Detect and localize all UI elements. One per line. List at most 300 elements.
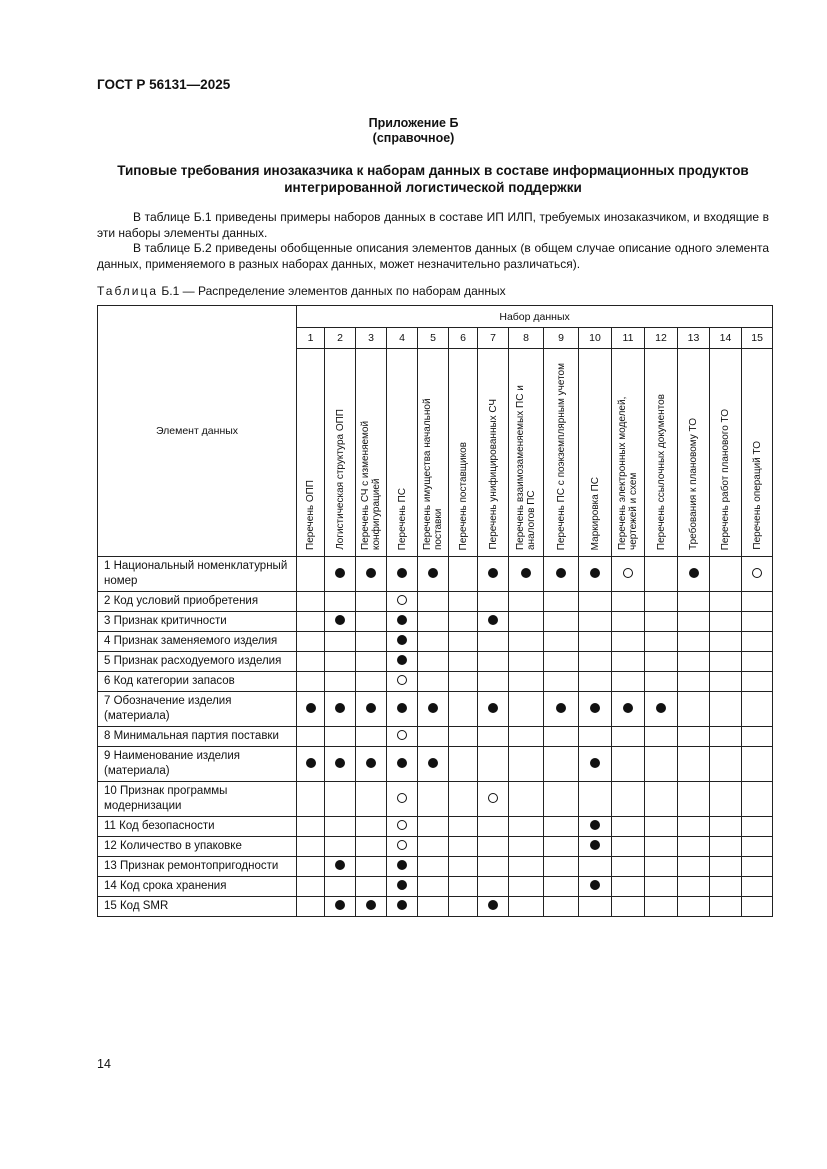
mark-cell (325, 557, 356, 592)
set-name-2: Логистическая структура ОПП (334, 409, 346, 550)
mark-cell (645, 897, 678, 917)
filled-circle-icon (428, 703, 438, 713)
filled-circle-icon (590, 880, 600, 890)
mark-cell (544, 672, 579, 692)
mark-cell (710, 897, 742, 917)
empty-circle-icon (397, 840, 407, 850)
mark-cell (509, 692, 544, 727)
element-name: 14 Код срока хранения (98, 877, 297, 897)
element-name: 8 Минимальная партия поставки (98, 727, 297, 747)
mark-cell (478, 652, 509, 672)
mark-cell (645, 612, 678, 632)
mark-cell (478, 592, 509, 612)
mark-cell (356, 672, 387, 692)
mark-cell (678, 632, 710, 652)
table-row (98, 747, 773, 782)
element-name: 10 Признак программы модернизации (98, 782, 297, 817)
mark-cell (579, 747, 612, 782)
mark-cell (544, 857, 579, 877)
mark-cell (710, 592, 742, 612)
mark-cell (356, 592, 387, 612)
mark-cell (612, 782, 645, 817)
set-number-11: 11 (612, 328, 645, 349)
mark-cell (710, 612, 742, 632)
mark-cell (418, 592, 449, 612)
set-name-12: Перечень ссылочных документов (655, 393, 667, 550)
table-row (98, 857, 773, 877)
mark-cell (478, 557, 509, 592)
mark-cell (579, 837, 612, 857)
set-name-cell-4 (387, 349, 418, 557)
filled-circle-icon (335, 860, 345, 870)
mark-cell (297, 592, 325, 612)
set-name-cell-1 (297, 349, 325, 557)
mark-cell (387, 632, 418, 652)
set-number-9: 9 (544, 328, 579, 349)
annex-heading (0, 116, 827, 146)
mark-cell (742, 557, 773, 592)
mark-cell (449, 782, 478, 817)
table-row (98, 592, 773, 612)
set-number-14: 14 (710, 328, 742, 349)
set-name-wrap (478, 356, 508, 556)
mark-cell (544, 837, 579, 857)
mark-cell (387, 897, 418, 917)
set-name-cell-6 (449, 349, 478, 557)
set-number-10: 10 (579, 328, 612, 349)
filled-circle-icon (397, 900, 407, 910)
filled-circle-icon (306, 703, 316, 713)
mark-cell (325, 837, 356, 857)
mark-cell (297, 692, 325, 727)
mark-cell (710, 557, 742, 592)
annex-kind: (справочное) (372, 131, 455, 145)
empty-circle-icon (397, 730, 407, 740)
mark-cell (710, 782, 742, 817)
filled-circle-icon (556, 568, 566, 578)
mark-cell (678, 837, 710, 857)
mark-cell (325, 692, 356, 727)
set-number-7: 7 (478, 328, 509, 349)
mark-cell (297, 817, 325, 837)
mark-cell (418, 727, 449, 747)
set-name-cell-2 (325, 349, 356, 557)
set-number-3: 3 (356, 328, 387, 349)
mark-cell (645, 672, 678, 692)
mark-cell (509, 817, 544, 837)
mark-cell (356, 857, 387, 877)
mark-cell (742, 632, 773, 652)
set-name-9: Перечень ПС с поэкземплярным учетом (555, 362, 567, 550)
mark-cell (297, 897, 325, 917)
mark-cell (678, 897, 710, 917)
filled-circle-icon (428, 758, 438, 768)
mark-cell (356, 897, 387, 917)
table-caption (97, 284, 506, 298)
document-title-line-2: интегрированной логистической поддержки (284, 180, 582, 195)
mark-cell (612, 592, 645, 612)
table-caption-text: Б.1 — Распределение элементов данных по наборам данных (161, 284, 506, 298)
mark-cell (612, 672, 645, 692)
mark-cell (742, 727, 773, 747)
set-name-1: Перечень ОПП (305, 480, 316, 550)
table-row (98, 692, 773, 727)
mark-cell (325, 727, 356, 747)
filled-circle-icon (623, 703, 633, 713)
mark-cell (356, 692, 387, 727)
set-name-wrap (356, 356, 386, 556)
mark-cell (742, 612, 773, 632)
set-name-cell-15 (742, 349, 773, 557)
mark-cell (449, 612, 478, 632)
mark-cell (449, 897, 478, 917)
mark-cell (579, 557, 612, 592)
mark-cell (544, 897, 579, 917)
set-name-cell-5 (418, 349, 449, 557)
table-row (98, 727, 773, 747)
filled-circle-icon (488, 900, 498, 910)
mark-cell (710, 857, 742, 877)
mark-cell (325, 782, 356, 817)
mark-cell (678, 557, 710, 592)
mark-cell (678, 817, 710, 837)
empty-circle-icon (752, 568, 762, 578)
mark-cell (645, 652, 678, 672)
set-name-wrap (449, 356, 477, 556)
mark-cell (297, 837, 325, 857)
set-number-4: 4 (387, 328, 418, 349)
filled-circle-icon (488, 615, 498, 625)
mark-cell (710, 672, 742, 692)
set-number-15: 15 (742, 328, 773, 349)
mark-cell (579, 692, 612, 727)
annex-title: Приложение Б (368, 116, 459, 130)
mark-cell (387, 747, 418, 782)
mark-cell (418, 632, 449, 652)
element-column-header: Элемент данных (98, 306, 297, 557)
table-row (98, 837, 773, 857)
table-row (98, 632, 773, 652)
document-title-line-1: Типовые требования инозаказчика к наборам данных в составе информационных продуктов (117, 163, 749, 178)
mark-cell (297, 857, 325, 877)
filled-circle-icon (306, 758, 316, 768)
element-name: 9 Наименование изделия (материала) (98, 747, 297, 782)
mark-cell (509, 652, 544, 672)
mark-cell (742, 782, 773, 817)
mark-cell (509, 612, 544, 632)
mark-cell (449, 672, 478, 692)
table-row (98, 817, 773, 837)
filled-circle-icon (366, 900, 376, 910)
filled-circle-icon (656, 703, 666, 713)
mark-cell (478, 857, 509, 877)
mark-cell (612, 897, 645, 917)
mark-cell (678, 857, 710, 877)
mark-cell (387, 837, 418, 857)
set-name-wrap (325, 356, 355, 556)
filled-circle-icon (556, 703, 566, 713)
filled-circle-icon (397, 880, 407, 890)
filled-circle-icon (335, 758, 345, 768)
mark-cell (297, 747, 325, 782)
filled-circle-icon (397, 568, 407, 578)
mark-cell (645, 557, 678, 592)
set-name-wrap (710, 356, 741, 556)
element-name: 7 Обозначение изделия (материала) (98, 692, 297, 727)
mark-cell (387, 782, 418, 817)
intro-paragraph-2: В таблице Б.2 приведены обобщенные описания элементов данных (в общем случае описание одного элемента данных, применяемого в разных наборах данных, может незначительно различаться). (97, 241, 769, 271)
mark-cell (356, 557, 387, 592)
empty-circle-icon (397, 793, 407, 803)
mark-cell (612, 632, 645, 652)
page-number: 14 (97, 1057, 111, 1071)
empty-circle-icon (397, 595, 407, 605)
filled-circle-icon (397, 860, 407, 870)
set-name-cell-13 (678, 349, 710, 557)
mark-cell (612, 877, 645, 897)
mark-cell (449, 557, 478, 592)
mark-cell (387, 727, 418, 747)
mark-cell (418, 747, 449, 782)
mark-cell (710, 727, 742, 747)
mark-cell (509, 857, 544, 877)
table-row (98, 782, 773, 817)
mark-cell (678, 672, 710, 692)
filled-circle-icon (397, 615, 407, 625)
element-name: 2 Код условий приобретения (98, 592, 297, 612)
mark-cell (418, 857, 449, 877)
mark-cell (418, 897, 449, 917)
mark-cell (297, 672, 325, 692)
mark-cell (356, 632, 387, 652)
set-name-cell-8 (509, 349, 544, 557)
filled-circle-icon (397, 635, 407, 645)
set-name-7: Перечень унифицированных СЧ (487, 399, 499, 550)
mark-cell (325, 747, 356, 782)
mark-cell (418, 817, 449, 837)
element-name: 13 Признак ремонтопригодности (98, 857, 297, 877)
mark-cell (742, 857, 773, 877)
mark-cell (356, 837, 387, 857)
mark-cell (478, 782, 509, 817)
mark-cell (356, 877, 387, 897)
element-name: 1 Национальный номенклатурный номер (98, 557, 297, 592)
mark-cell (478, 727, 509, 747)
mark-cell (612, 692, 645, 727)
mark-cell (742, 652, 773, 672)
filled-circle-icon (488, 703, 498, 713)
mark-cell (710, 837, 742, 857)
mark-cell (544, 612, 579, 632)
mark-cell (297, 877, 325, 897)
mark-cell (478, 692, 509, 727)
mark-cell (449, 857, 478, 877)
standard-code: ГОСТ Р 56131—2025 (97, 77, 231, 92)
mark-cell (678, 877, 710, 897)
mark-cell (478, 837, 509, 857)
mark-cell (509, 727, 544, 747)
mark-cell (544, 817, 579, 837)
mark-cell (645, 692, 678, 727)
set-number-12: 12 (645, 328, 678, 349)
table-row (98, 557, 773, 592)
mark-cell (325, 897, 356, 917)
mark-cell (678, 747, 710, 782)
mark-cell (418, 837, 449, 857)
mark-cell (356, 612, 387, 632)
mark-cell (387, 877, 418, 897)
mark-cell (742, 837, 773, 857)
set-name-wrap (297, 356, 324, 556)
mark-cell (742, 877, 773, 897)
document-title (97, 162, 769, 196)
mark-cell (297, 727, 325, 747)
set-name-6: Перечень поставщиков (457, 441, 469, 550)
set-number-5: 5 (418, 328, 449, 349)
mark-cell (742, 897, 773, 917)
element-name: 4 Признак заменяемого изделия (98, 632, 297, 652)
filled-circle-icon (335, 615, 345, 625)
table-caption-label: Таблица (97, 284, 159, 298)
empty-circle-icon (397, 675, 407, 685)
filled-circle-icon (590, 840, 600, 850)
set-name-wrap (645, 356, 677, 556)
filled-circle-icon (397, 703, 407, 713)
set-name-8: Перечень взаимозаменяемых ПС и аналогов ПС (515, 385, 537, 550)
filled-circle-icon (590, 820, 600, 830)
mark-cell (325, 612, 356, 632)
element-name: 15 Код SMR (98, 897, 297, 917)
mark-cell (544, 632, 579, 652)
set-name-wrap (612, 356, 644, 556)
set-name-10: Маркировка ПС (589, 476, 601, 550)
set-name-11: Перечень электронных моделей, чертежей и схем (617, 396, 639, 550)
mark-cell (509, 632, 544, 652)
mark-cell (645, 727, 678, 747)
element-name: 5 Признак расходуемого изделия (98, 652, 297, 672)
mark-cell (645, 857, 678, 877)
element-name: 12 Количество в упаковке (98, 837, 297, 857)
mark-cell (710, 747, 742, 782)
filled-circle-icon (335, 703, 345, 713)
mark-cell (509, 877, 544, 897)
mark-cell (612, 612, 645, 632)
mark-cell (612, 727, 645, 747)
table-row (98, 897, 773, 917)
mark-cell (418, 877, 449, 897)
mark-cell (297, 557, 325, 592)
table-row (98, 672, 773, 692)
mark-cell (509, 897, 544, 917)
empty-circle-icon (623, 568, 633, 578)
element-name: 3 Признак критичности (98, 612, 297, 632)
set-number-6: 6 (449, 328, 478, 349)
mark-cell (325, 652, 356, 672)
element-name: 6 Код категории запасов (98, 672, 297, 692)
mark-cell (742, 747, 773, 782)
mark-cell (544, 727, 579, 747)
set-name-wrap (579, 356, 611, 556)
mark-cell (579, 727, 612, 747)
filled-circle-icon (689, 568, 699, 578)
set-number-13: 13 (678, 328, 710, 349)
set-name-4: Перечень ПС (396, 487, 408, 550)
mark-cell (478, 632, 509, 652)
intro-paragraph-1: В таблице Б.1 приведены примеры наборов данных в составе ИП ИЛП, требуемых инозаказчиком, и входящие в эти наборы элементы данных. (97, 210, 769, 240)
mark-cell (579, 652, 612, 672)
mark-cell (478, 747, 509, 782)
mark-cell (297, 782, 325, 817)
mark-cell (678, 652, 710, 672)
mark-cell (478, 877, 509, 897)
mark-cell (387, 652, 418, 672)
mark-cell (544, 877, 579, 897)
mark-cell (710, 877, 742, 897)
element-name: 11 Код безопасности (98, 817, 297, 837)
mark-cell (418, 652, 449, 672)
mark-cell (612, 817, 645, 837)
filled-circle-icon (335, 900, 345, 910)
mark-cell (509, 782, 544, 817)
mark-cell (612, 837, 645, 857)
mark-cell (449, 632, 478, 652)
mark-cell (449, 747, 478, 782)
mark-cell (710, 692, 742, 727)
mark-cell (710, 652, 742, 672)
filled-circle-icon (590, 758, 600, 768)
mark-cell (544, 652, 579, 672)
mark-cell (612, 747, 645, 782)
filled-circle-icon (366, 568, 376, 578)
set-name-cell-9 (544, 349, 579, 557)
mark-cell (418, 692, 449, 727)
mark-cell (579, 897, 612, 917)
mark-cell (579, 672, 612, 692)
mark-cell (387, 557, 418, 592)
filled-circle-icon (366, 703, 376, 713)
mark-cell (579, 877, 612, 897)
mark-cell (478, 897, 509, 917)
mark-cell (387, 592, 418, 612)
table-row (98, 652, 773, 672)
set-name-wrap (387, 356, 417, 556)
mark-cell (579, 857, 612, 877)
mark-cell (478, 612, 509, 632)
mark-cell (418, 557, 449, 592)
mark-cell (478, 672, 509, 692)
mark-cell (387, 612, 418, 632)
mark-cell (579, 592, 612, 612)
mark-cell (449, 837, 478, 857)
set-name-5: Перечень имущества начальной поставки (422, 398, 444, 550)
mark-cell (710, 632, 742, 652)
mark-cell (449, 692, 478, 727)
mark-cell (678, 612, 710, 632)
mark-cell (387, 857, 418, 877)
mark-cell (645, 747, 678, 782)
mark-cell (742, 692, 773, 727)
set-name-15: Перечень операций ТО (751, 441, 763, 550)
mark-cell (612, 857, 645, 877)
set-name-cell-7 (478, 349, 509, 557)
mark-cell (612, 652, 645, 672)
mark-cell (645, 877, 678, 897)
mark-cell (418, 782, 449, 817)
set-name-wrap (742, 356, 772, 556)
mark-cell (325, 592, 356, 612)
table-row (98, 612, 773, 632)
mark-cell (742, 592, 773, 612)
